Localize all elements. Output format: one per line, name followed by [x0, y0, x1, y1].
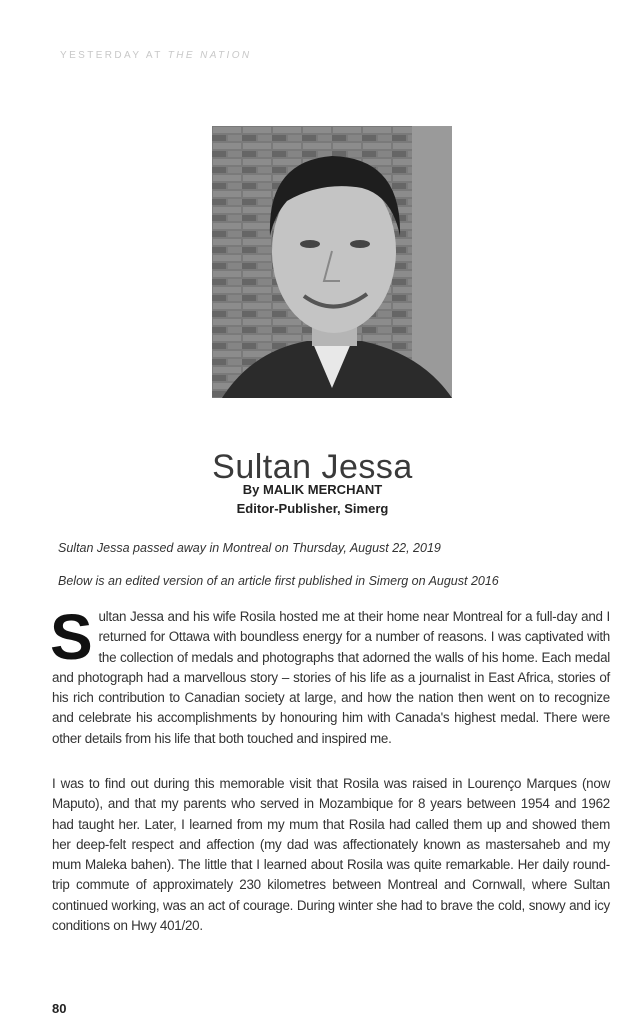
portrait-image	[212, 126, 452, 398]
page-number: 80	[52, 1001, 67, 1016]
byline-role: Editor-Publisher, Simerg	[236, 501, 389, 516]
death-notice: Sultan Jessa passed away in Montreal on Thursday, August 22, 2019	[58, 541, 441, 555]
byline	[0, 480, 625, 518]
paragraph-2: I was to find out during this memorable visit that Rosila was raised in Lourenço Marques (now Maputo), and that my parents who served in Mozambique for 8 years between 1954 and 1962 had taught her. Later, I learned from my mum that Rosila had called them up and showed them her deep-felt respect and affection (my dad was affectionately known as mastersaheb and my mum Maleka bahen). The little that I learned about Rosila was quite remarkable. Her daily round-trip commute of approximately 230 kilometres between Montreal and Cornwall, where Sultan continued working, was an act of courage. During winter she had to brave the cold, snowy and icy conditions on Hwy 401/20.	[52, 776, 610, 934]
running-head-prefix: YESTERDAY AT	[60, 50, 168, 61]
portrait-photo	[212, 126, 452, 398]
paragraph-1	[50, 601, 610, 749]
drop-cap: S	[50, 601, 93, 673]
running-head	[60, 50, 252, 61]
paragraph-1-text: ultan Jessa and his wife Rosila hosted me at their home near Montreal for a full-day and I returned for Ottawa with boundless energy for a number of reasons. I was captivated with the collection of medals and photographs that adorned the walls of his home. Each medal and photograph had a marvellous story – stories of his life as a journalist in East Africa, stories of his rich contribution to Canadian society at large, and how the nation then went on to recognize and celebrate his accomplishments by honouring him with Canada's highest medal. There were other details from his life that both touched and inspired me.	[52, 609, 610, 746]
running-head-publication: THE NATION	[167, 50, 252, 61]
article-title: Sultan Jessa	[212, 447, 413, 486]
edition-note: Below is an edited version of an article first published in Simerg on August 2016	[58, 574, 499, 588]
byline-author: By MALIK MERCHANT	[242, 482, 383, 497]
